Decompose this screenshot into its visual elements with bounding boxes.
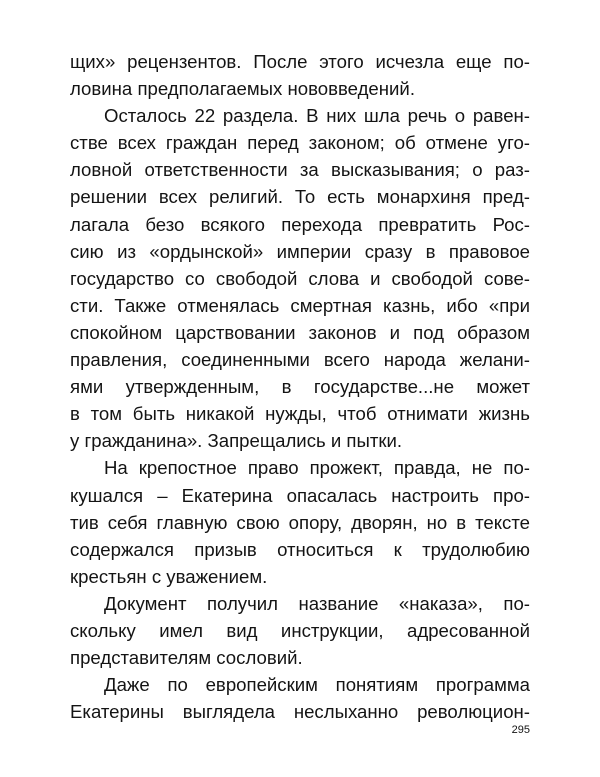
text-line: Документ получил название «наказа», по- bbox=[104, 592, 530, 614]
text-line: лагала безо всякого перехода превратить Рос- bbox=[70, 213, 530, 235]
text-line: правления, соединенными всего народа желани- bbox=[70, 349, 530, 371]
text-line: у гражданина». Запрещались и пытки. bbox=[70, 430, 403, 452]
text-line: сию из «ордынской» империи сразу в правовое bbox=[70, 240, 530, 262]
text-line: содержался призыв относиться к трудолюбию bbox=[70, 538, 530, 560]
page-number: 295 bbox=[511, 724, 530, 736]
text-line: тив себя главную свою опору, дворян, но в тексте bbox=[70, 511, 530, 533]
body-text bbox=[70, 48, 530, 725]
text-line: ловной ответственности за высказывания; о раз- bbox=[70, 159, 530, 181]
text-line: щих» рецензентов. После этого исчезла еще по- bbox=[70, 51, 530, 72]
text-line: государство со свободой слова и свободой сове- bbox=[70, 267, 530, 289]
text-line: скольку имел вид инструкции, адресованной bbox=[70, 619, 530, 641]
text-line: На крепостное право прожект, правда, не по- bbox=[104, 457, 530, 479]
text-line: Осталось 22 раздела. В них шла речь о равен- bbox=[104, 105, 530, 127]
text-line: Екатерины выглядела неслыханно революцион- bbox=[70, 701, 530, 723]
text-line: спокойном царствовании законов и под образом bbox=[70, 321, 530, 343]
text-line: ями утвержденным, в государстве...не может bbox=[70, 376, 530, 398]
text-line: Даже по европейским понятиям программа bbox=[104, 674, 530, 696]
text-line: сти. Также отменялась смертная казнь, ибо «при bbox=[70, 294, 530, 316]
text-line: представителям сословий. bbox=[70, 647, 303, 669]
text-line: решении всех религий. То есть монархиня пред- bbox=[70, 186, 530, 208]
text-line: ловина предполагаемых нововведений. bbox=[70, 78, 415, 100]
text-line: стве всех граждан перед законом; об отмене уго- bbox=[70, 132, 530, 154]
text-line: в том быть никакой нужды, чтоб отнимати жизнь bbox=[70, 403, 530, 425]
text-line: крестьян с уважением. bbox=[70, 565, 268, 587]
text-line: кушался – Екатерина опасалась настроить про- bbox=[70, 484, 530, 506]
